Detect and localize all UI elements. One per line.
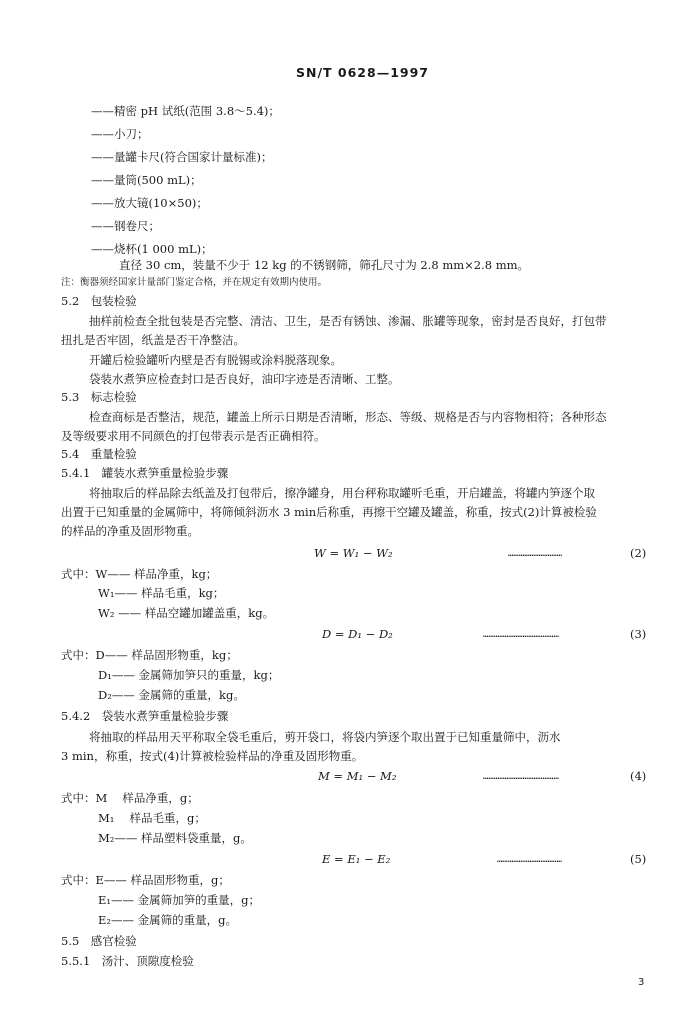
variable-definition: W₂ —— 样品空罐加罐盖重，kg。 <box>98 606 275 620</box>
equation-2: W = W₁ − W₂ <box>314 546 393 560</box>
equation-number: (3) <box>630 627 647 641</box>
equipment-item: ——量筒(500 mL)； <box>91 173 202 187</box>
equation-5: E = E₁ − E₂ <box>322 852 391 866</box>
page-header: SN/T 0628—1997 <box>296 65 429 80</box>
paragraph-line: 的样品的净重及固形物重。 <box>61 524 199 538</box>
note: 注：衡器须经国家计量部门鉴定合格，并在规定有效期内使用。 <box>61 277 328 288</box>
paragraph-line: 将抽取的样品用天平称取全袋毛重后，剪开袋口，将袋内笋逐个取出置于已知重量筛中，沥水 <box>89 730 561 744</box>
paragraph-line: 出置于已知重量的金属筛中，将筛倾斜沥水 3 min后称重，再擦干空罐及罐盖，称重，按式(2)计算被检验 <box>61 505 597 519</box>
subsection-heading: 5.4.1 罐装水煮笋重量检验步骤 <box>61 466 229 480</box>
paragraph-line: 抽样前检查全批包装是否完整、清洁、卫生，是否有锈蚀、渗漏、胀罐等现象，密封是否良好，打包带 <box>89 314 607 328</box>
paragraph-line: 及等级要求用不同颜色的打包带表示是否正确相符。 <box>61 429 326 443</box>
variable-definition: E₁—— 金属筛加笋的重量，g； <box>98 893 261 907</box>
section-heading: 5.4 重量检验 <box>61 447 137 461</box>
variable-definition: M₁ 样品毛重，g； <box>98 811 206 825</box>
paragraph-line: 袋装水煮笋应检查封口是否良好，油印字迹是否清晰、工整。 <box>89 372 400 386</box>
equation-4: M = M₁ − M₂ <box>318 769 397 783</box>
paragraph-line: 检查商标是否整洁，规范，罐盖上所示日期是否清晰，形态、等级、规格是否与内容物相符；各种形态 <box>89 410 607 424</box>
variable-definition: M₂—— 样品塑料袋重量，g。 <box>98 831 252 845</box>
equation-number: (5) <box>630 852 647 866</box>
equipment-item: ——放大镜(10×50)； <box>91 196 208 210</box>
subsection-heading: 5.4.2 袋装水煮笋重量检验步骤 <box>61 709 229 723</box>
section-heading: 5.5 感官检验 <box>61 934 137 948</box>
equation-number: (4) <box>630 769 647 783</box>
variable-definition: 式中：M 样品净重，g； <box>61 791 199 805</box>
equation-number: (2) <box>630 546 647 560</box>
paragraph-line: 将抽取后的样品除去纸盖及打包带后，擦净罐身，用台秤称取罐听毛重，开启罐盖，将罐内笋逐个取 <box>89 486 595 500</box>
equation-leader: ………………………… <box>508 549 563 559</box>
paragraph-line: 扭扎是否牢固，纸盖是否干净整洁。 <box>61 333 245 347</box>
subsection-heading: 5.5.1 汤汁、顶隙度检验 <box>61 954 194 968</box>
equation-leader: ……………………………… <box>497 855 563 865</box>
equipment-item: ——精密 pH 试纸(范围 3.8～5.4)； <box>91 104 280 118</box>
equipment-item: ——小刀； <box>91 127 149 141</box>
variable-definition: 式中：E—— 样品固形物重，g； <box>61 873 230 887</box>
equation-leader: …………………………………… <box>483 772 559 782</box>
variable-definition: E₂—— 金属筛的重量，g。 <box>98 913 238 927</box>
sieve-description: 直径 30 cm，装量不少于 12 kg 的不锈钢筛，筛孔尺寸为 2.8 mm×2.8 mm。 <box>119 258 530 272</box>
variable-definition: D₂—— 金属筛的重量，kg。 <box>98 688 245 702</box>
variable-definition: D₁—— 金属筛加笋只的重量，kg； <box>98 668 280 682</box>
equipment-item: ——量罐卡尺(符合国家计量标准)； <box>91 150 273 164</box>
paragraph-line: 3 min，称重，按式(4)计算被检验样品的净重及固形物重。 <box>61 749 364 763</box>
variable-definition: 式中：W—— 样品净重，kg； <box>61 567 218 581</box>
equipment-item: ——烧杯(1 000 mL)； <box>91 242 213 256</box>
paragraph-line: 开罐后检验罐听内壁是否有脱锡或涂料脱落现象。 <box>89 353 342 367</box>
variable-definition: 式中：D—— 样品固形物重，kg； <box>61 648 238 662</box>
variable-definition: W₁—— 样品毛重，kg； <box>98 586 225 600</box>
section-heading: 5.3 标志检验 <box>61 390 137 404</box>
page-number: 3 <box>638 977 645 988</box>
equipment-item: ——钢卷尺； <box>91 219 160 233</box>
equation-3: D = D₁ − D₂ <box>322 627 393 641</box>
section-heading: 5.2 包装检验 <box>61 294 137 308</box>
equation-leader: …………………………………… <box>483 630 559 640</box>
